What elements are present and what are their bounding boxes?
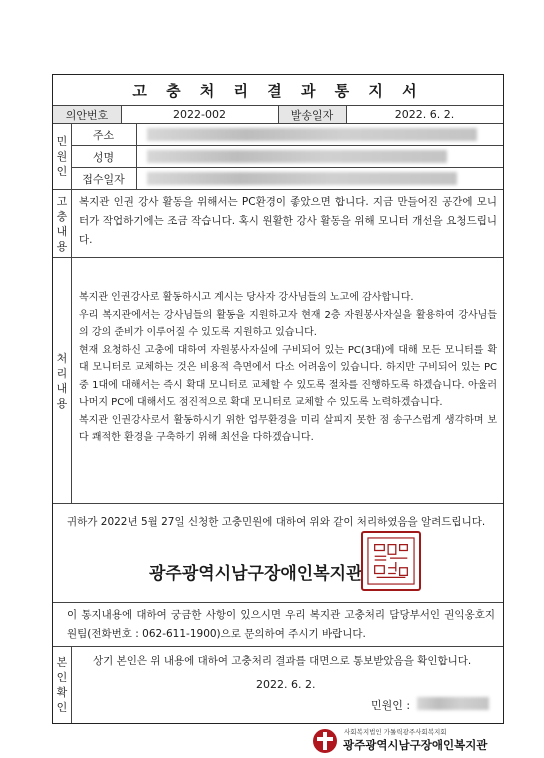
divider [71,258,72,503]
divider [53,189,503,190]
handling-text [79,289,497,447]
petitioner-section-label: 민 원 인 [56,135,68,178]
name-label: 성명 [92,150,115,164]
issuing-organization: 광주광역시남구장애인복지관 [149,564,363,584]
address-label: 주소 [92,128,115,142]
divider [71,145,503,146]
sent-date-value: 2022. 6. 2. [394,108,455,121]
signer-label: 민원인 : [371,699,411,712]
handling-section-label: 처 리 내 용 [56,351,68,410]
divider [278,106,279,123]
cross-logo-icon [312,728,338,754]
handling-paragraph: 우리 복지관에서는 강사님들의 활동을 지원하고자 현재 2층 자원봉사자실을 활용하여 강사님들의 강의 준비가 이루어질 수 있도록 지원하고 있습니다. [79,309,497,338]
contact-text: 이 통지내용에 대하여 궁금한 사항이 있으시면 우리 복지관 고충처리 담당부서인 권익옹호지원팀(전화번호 : 062-611-1900)으로 문의하여 주시기 바랍니다. [67,609,495,640]
address-redacted [147,128,477,141]
divider [71,647,72,723]
footer-parent-org: 사회복지법인 가톨릭광주사회복지회 [344,728,447,736]
confirm-date: 2022. 6. 2. [256,678,316,691]
doc-number-label: 의안번호 [53,106,121,123]
divider [53,257,503,258]
complaint-text: 복지관 인권 강사 활동을 위해서는 PC환경이 좋았으면 합니다. 지금 만들어진 공간에 모니터가 작업하기에는 조금 작습니다. 혹시 원활한 강사 활동을 위해 모니터 개선을 요청드립니다. [79,196,497,246]
footer-org-name: 광주광역시남구장애인복지관 [343,738,488,752]
official-seal [361,531,421,591]
handling-paragraph: 현재 요청하신 고충에 대하여 자원봉사자실에 구비되어 있는 PC(3대)에 대해 모든 모니터를 확대 모니터로 교체하는 것은 비용적 측면에서 다소 어려움이 있습니다. 하지만 구비되어 있는 PC 중 1대에 대해서는 즉시 확대 모니터로 교체할 수 있도록 절차를 진행하도록 하겠습니다. 아울러 나머지 PC에 대해서도 점진적으로 확대 모니터로 교체할 수 있도록 노력하겠습니다. [79,344,497,408]
divider [53,602,503,603]
signer-redacted [417,697,489,710]
divider [53,503,503,504]
seal-mark [367,536,415,586]
handling-paragraph: 복지관 인권강사로 활동하시고 계시는 당사자 강사님들의 노고에 감사합니다. [79,292,414,303]
received-date-redacted [147,172,457,185]
confirm-section-label: 본 인 확 인 [56,656,68,714]
sent-date-label: 발송일자 [278,106,346,123]
organization-logo [312,728,338,754]
result-text: 귀하가 2022년 5월 27일 신청한 고충민원에 대하여 위와 같이 처리하였음을 알려드립니다. [67,516,486,528]
divider [346,106,347,123]
confirm-text: 상기 본인은 위 내용에 대하여 고충처리 결과를 대면으로 통보받았음을 확인합니다. [93,655,472,667]
complaint-result-notice [52,74,504,724]
divider [53,646,503,647]
divider [71,167,503,168]
divider [121,106,122,123]
received-date-label: 접수일자 [82,172,125,186]
divider [136,124,137,189]
name-redacted [147,150,447,163]
complaint-section-label: 고 충 내 용 [56,194,68,253]
doc-number-value: 2022-002 [173,108,226,121]
handling-paragraph: 복지관 인권강사로서 활동하시기 위한 업무환경을 미리 살피지 못한 점 송구스럽게 생각하며 보다 쾌적한 환경을 구축하기 위해 최선을 다하겠습니다. [79,414,497,443]
divider [71,190,72,257]
document-title: 고 충 처 리 결 과 통 지 서 [132,81,424,100]
